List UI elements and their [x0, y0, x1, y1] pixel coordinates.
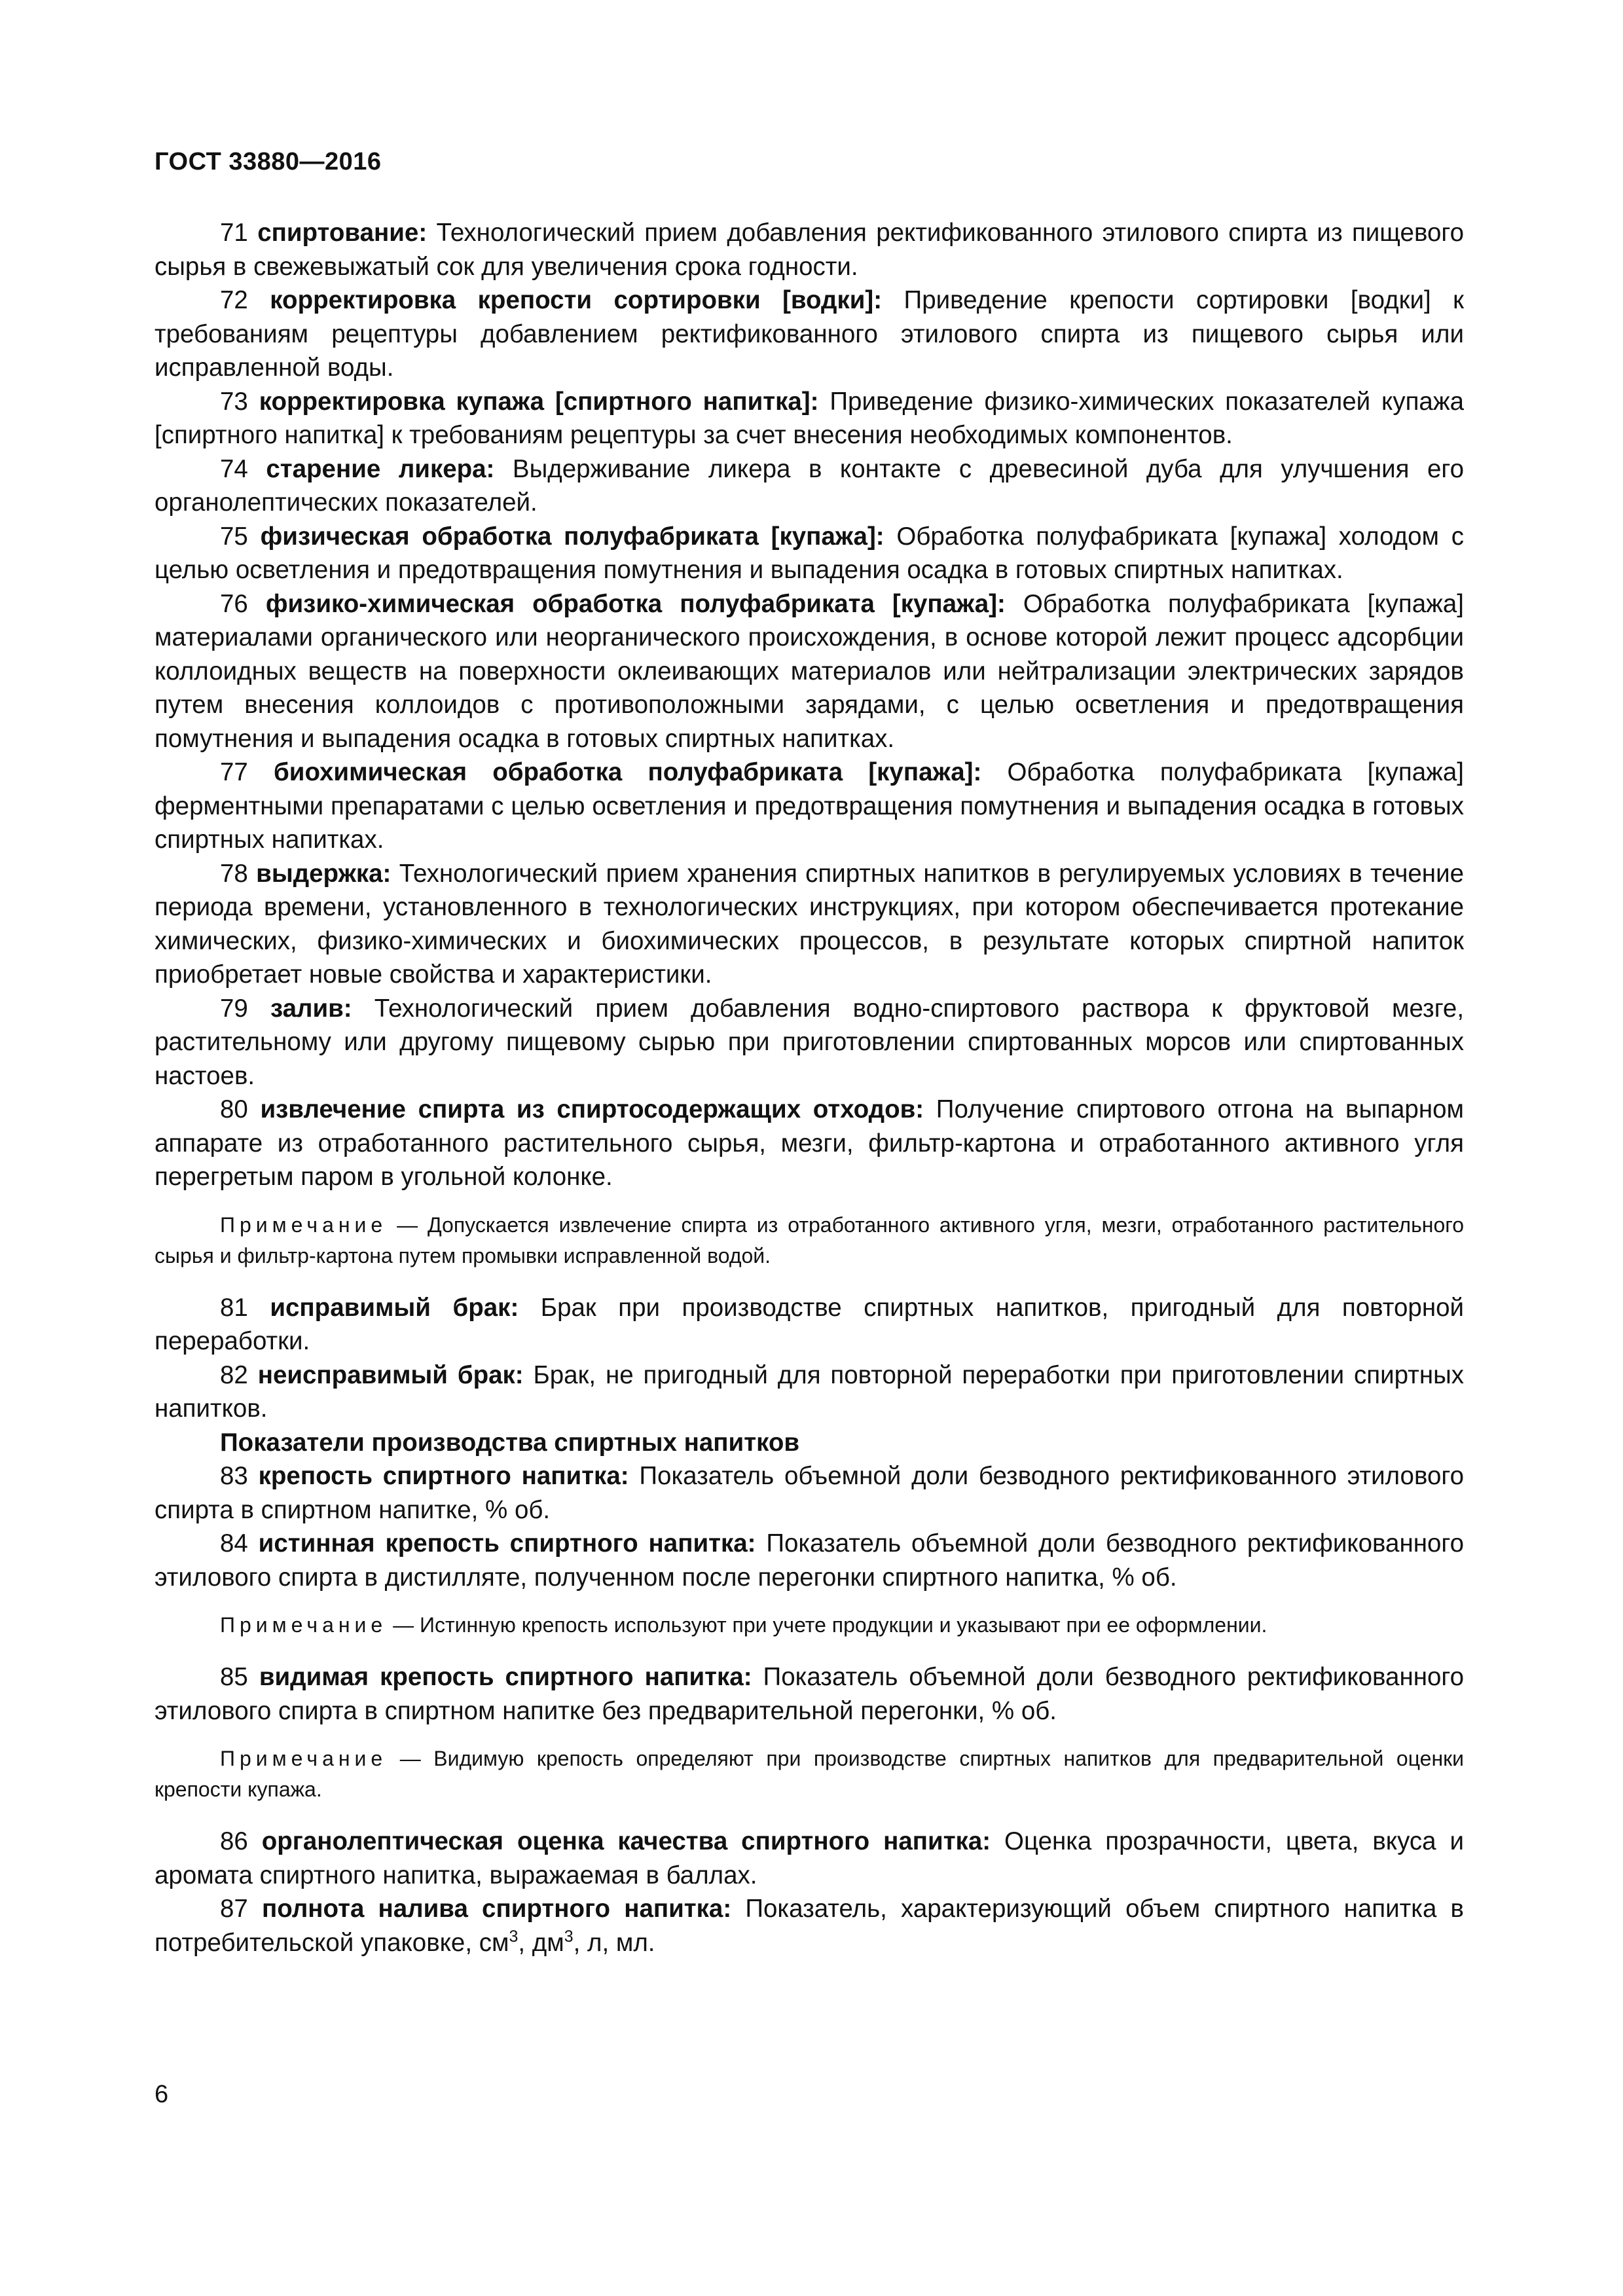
definition-73 [155, 385, 1464, 452]
definition-term: корректировка купажа [спиртного напитка]: [259, 387, 819, 416]
definition-text: Показатель объемной доли безводного ректификованного этилового спирта в спиртном напитке без предварительной перегонки, % об. [155, 1663, 1464, 1725]
definition-74 [155, 452, 1464, 520]
definition-term: истинная крепость спиртного напитка: [258, 1529, 756, 1558]
page-number: 6 [155, 2081, 169, 2108]
definition-term: крепость спиртного напитка: [258, 1462, 629, 1490]
definition-text: Брак при производстве спиртных напитков, пригодный для повторной переработки. [155, 1293, 1464, 1355]
definition-text: Оценка прозрачности, цвета, вкуса и аромата спиртного напитка, выражаемая в баллах. [155, 1827, 1464, 1889]
definition-term: спиртование: [257, 219, 428, 247]
definition-term: корректировка крепости сортировки [водки]: [270, 286, 883, 314]
definition-text-tail: , л, мл. [573, 1928, 655, 1957]
document-header: ГОСТ 33880—2016 [155, 148, 382, 175]
definition-75 [155, 520, 1464, 587]
superscript: 3 [509, 1927, 519, 1946]
definition-71 [155, 216, 1464, 283]
definition-83 [155, 1459, 1464, 1527]
note-3 [155, 1743, 1464, 1805]
definition-text-mid: , дм [518, 1928, 564, 1957]
definition-84 [155, 1527, 1464, 1594]
definition-term: залив: [270, 994, 352, 1023]
definition-text: Показатель, характеризующий объем спиртного напитка в потребительской упаковке, см [155, 1895, 1465, 1957]
definition-79 [155, 992, 1464, 1093]
definition-number: 75 [220, 522, 248, 551]
definition-text: Обработка полуфабриката [купажа] ферментными препаратами с целью осветления и предотвращения помутнения и выпадения осадка в готовых спиртных напитках. [155, 758, 1464, 854]
definition-text: Показатель объемной доли безводного ректификованного этилового спирта в дистилляте, полученном после перегонки спиртного напитка, % об. [155, 1529, 1464, 1592]
definition-80 [155, 1093, 1464, 1194]
definition-number: 78 [220, 859, 248, 888]
definition-number: 80 [220, 1095, 248, 1123]
definition-term: извлечение спирта из спиртосодержащих отходов: [260, 1095, 924, 1123]
definition-number: 81 [220, 1293, 248, 1322]
definition-text: Приведение физико-химических показателей купажа [спиртного напитка] к требованиям рецептуры за счет внесения необходимых компонентов. [155, 387, 1464, 449]
definition-72 [155, 283, 1464, 385]
note-text: — Допускается извлечение спирта из отработанного активного угля, мезги, отработанного растительного сырья и фильтр-картона путем промывки исправленной водой. [155, 1212, 1465, 1267]
note-text: — Истинную крепость используют при учете продукции и указывают при ее оформлении. [393, 1613, 1267, 1637]
definition-term: видимая крепость спиртного напитка: [259, 1663, 752, 1691]
definition-term: исправимый брак: [270, 1293, 519, 1322]
definition-87 [155, 1892, 1464, 1959]
definition-86 [155, 1825, 1464, 1892]
definition-number: 83 [220, 1462, 248, 1490]
definitions-group-b [155, 1291, 1464, 1426]
definition-number: 87 [220, 1895, 248, 1923]
definition-82 [155, 1358, 1464, 1426]
note-label: Примечание [220, 1747, 388, 1770]
superscript: 3 [564, 1927, 574, 1946]
definition-number: 72 [220, 286, 248, 314]
definition-term: биохимическая обработка полуфабриката [купажа]: [274, 758, 982, 786]
section-subheading: Показатели производства спиртных напитков [220, 1428, 800, 1457]
definition-number: 74 [220, 454, 248, 483]
definitions-group-c [155, 1459, 1464, 1594]
definition-number: 84 [220, 1529, 248, 1558]
definition-text: Получение спиртового отгона на выпарном аппарате из отработанного растительного сырья, мезги, фильтр-картона и отработанного активного угля перегретым паром в угольной колонке. [155, 1095, 1464, 1191]
note-1 [155, 1210, 1464, 1271]
definition-text: Технологический прием добавления водно-спиртового раствора к фруктовой мезге, растительному или другому пищевому сырью при приготовлении спиртованных морсов или спиртованных настоев. [155, 994, 1465, 1090]
definition-term: полнота налива спиртного напитка: [262, 1895, 732, 1923]
definition-78 [155, 857, 1464, 992]
definition-term: физическая обработка полуфабриката [купажа]: [260, 522, 884, 551]
definition-text: Обработка полуфабриката [купажа] материалами органического или неорганического происхождения, в основе которой лежит процесс адсорбции коллоидных веществ на поверхности оклеивающих материалов или нейтрализации электрических зарядов путем внесения коллоидов с противоположными зарядами, с целью осветления и предотвращения помутнения и выпадения осадка в готовых спиртных напитках. [155, 589, 1464, 753]
definition-number: 71 [220, 219, 248, 247]
definitions-group-e [155, 1825, 1464, 1892]
note-label: Примечание [220, 1212, 388, 1237]
definition-number: 86 [220, 1827, 248, 1855]
definition-number: 85 [220, 1663, 248, 1691]
definition-number: 79 [220, 994, 248, 1023]
definition-term: органолептическая оценка качества спиртного напитка: [261, 1827, 991, 1855]
definition-77 [155, 756, 1464, 857]
definition-text: Брак, не пригодный для повторной переработки при приготовлении спиртных напитков. [155, 1360, 1465, 1423]
definition-number: 73 [220, 387, 248, 416]
definition-text: Технологический прием добавления ректификованного этилового спирта из пищевого сырья в свежевыжатый сок для увеличения срока годности. [155, 219, 1465, 281]
definition-81 [155, 1291, 1464, 1358]
definition-term: старение ликера: [266, 454, 495, 483]
definition-term: выдержка: [256, 859, 392, 888]
definitions-group-d [155, 1660, 1464, 1728]
definition-85 [155, 1660, 1464, 1728]
definition-text: Технологический прием хранения спиртных напитков в регулируемых условиях в течение периода времени, установленного в технологических инструкциях, при котором обеспечивается протекание химических, физико-химических и биохимических процессов, в результате которых спиртной напиток приобретает новые свойства и характеристики. [155, 859, 1464, 989]
definition-text: Показатель объемной доли безводного ректификованного этилового спирта в спиртном напитке, % об. [155, 1462, 1464, 1524]
definition-number: 77 [220, 758, 248, 786]
definition-term: физико-химическая обработка полуфабриката [купажа]: [265, 589, 1006, 618]
note-label: Примечание [220, 1613, 388, 1637]
definition-text: Обработка полуфабриката [купажа] холодом с целью осветления и предотвращения помутнения и выпадения осадка в готовых спиртных напитках. [155, 522, 1464, 584]
definition-number: 82 [220, 1360, 248, 1389]
definition-term: неисправимый брак: [257, 1360, 524, 1389]
note-text: — Видимую крепость определяют при производстве спиртных напитков для предварительной оценки крепости купажа. [155, 1747, 1465, 1801]
note-2 [155, 1610, 1464, 1641]
definition-number: 76 [220, 589, 248, 618]
definition-text: Приведение крепости сортировки [водки] к требованиям рецептуры добавлением ректификованного этилового спирта из пищевого сырья или исправленной воды. [155, 286, 1464, 382]
definition-text: Выдерживание ликера в контакте с древесиной дуба для улучшения его органолептических показателей. [155, 454, 1465, 517]
definitions-group-a [155, 216, 1464, 1194]
definition-76 [155, 587, 1464, 756]
document-body [155, 216, 1464, 1959]
